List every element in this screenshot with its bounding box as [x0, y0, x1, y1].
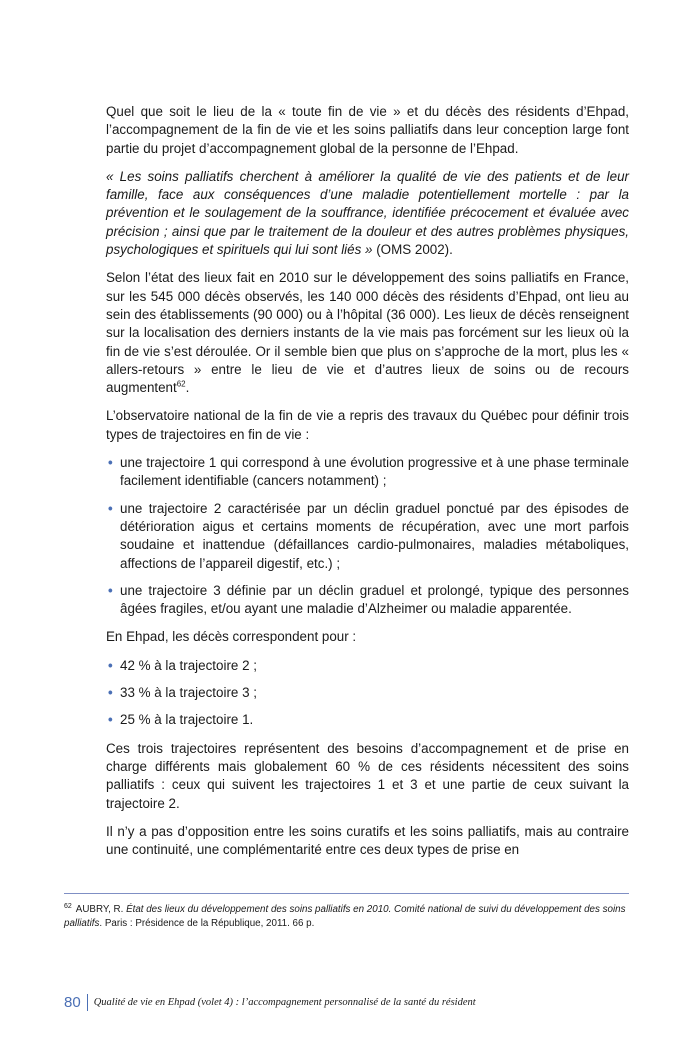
- footnote-publication: . Paris : Présidence de la République, 2011. 66 p.: [99, 918, 315, 929]
- list-item-text: 33 % à la trajectoire 3 ;: [120, 685, 257, 701]
- list-item: [106, 684, 629, 702]
- main-text: [106, 103, 629, 869]
- paragraph-observatory: L’observatoire national de la fin de vie a repris des travaux du Québec pour définir trois types de trajectoires en fin de vie :: [106, 408, 629, 442]
- page-number: 80: [64, 994, 88, 1011]
- running-title: Qualité de vie en Ehpad (volet 4) : l’accompagnement personnalisé de la santé du résident: [93, 996, 476, 1008]
- footnote: [64, 903, 634, 931]
- page-footer: [64, 992, 476, 1012]
- list-item: [106, 657, 629, 675]
- footnote-reference[interactable]: 62: [176, 379, 186, 389]
- list-item-text: 25 % à la trajectoire 1.: [120, 712, 254, 728]
- list-item-text: une trajectoire 1 qui correspond à une évolution progressive et à une phase terminale facilement identifiable (cancers notamment) ;: [120, 455, 629, 489]
- list-item-text: une trajectoire 3 définie par un déclin graduel et prolongé, typique des personnes âgées fragiles, et/ou ayant une maladie d’Alzheimer ou maladie apparentée.: [120, 582, 629, 617]
- bullet-icon: •: [108, 455, 113, 471]
- list-item-text: une trajectoire 2 caractérisée par un déclin graduel ponctué par des épisodes de détérioration aigus et certains moments de récupération, avec une mort parfois soudaine et inattendue (défaillances cardio-pulmonaires, maladies métaboliques, affections de l’appareil digestif, etc.) ;: [120, 500, 629, 571]
- who-definition-quote: « Les soins palliatifs cherchent à améliorer la qualité de vie des patients et de leur famille, face aux conséquences d’une maladie potentiellement mortelle : par la prévention et le soulagement de la souffrance, identifiée précocement et évaluée avec précision ; ainsi que par le traitement de la douleur et des autres problèmes physiques, psychologiques et spirituels qui lui sont liés »: [106, 168, 629, 258]
- bullet-icon: •: [108, 582, 113, 598]
- list-item: [106, 500, 629, 573]
- quote-source: (OMS 2002).: [372, 242, 453, 258]
- paragraph-needs: Ces trois trajectoires représentent des besoins d’accompagnement et de prise en charge différents mais globalement 60 % de ces résidents nécessitent des soins palliatifs : ceux qui suivent les trajectoires 1 et 3 et une partie de ceux suivant la trajectoire 2.: [106, 740, 629, 811]
- paragraph-who-quote: [106, 168, 629, 259]
- trajectory-list: [106, 454, 629, 618]
- footnote-title: État des lieux du développement des soins palliatifs en 2010. Comité national de suivi du développement des soins palliatifs: [64, 904, 626, 929]
- list-item-text: 42 % à la trajectoire 2 ;: [120, 657, 257, 673]
- bullet-icon: •: [108, 685, 113, 701]
- bullet-icon: •: [108, 712, 113, 728]
- paragraph-intro: Quel que soit le lieu de la « toute fin de vie » et du décès des résidents d’Ehpad, l’accompagnement de la fin de vie et les soins palliatifs dans leur conception large font partie du projet d’accompagnement global de la personne de l’Ehpad.: [106, 104, 629, 156]
- footnote-author: AUBRY, R.: [75, 904, 127, 915]
- list-item: [106, 711, 629, 729]
- paragraph-state-of-play: [106, 269, 629, 397]
- bullet-icon: •: [108, 657, 113, 673]
- list-item: [106, 454, 629, 491]
- bullet-icon: •: [108, 500, 113, 516]
- state-of-play-end: .: [185, 380, 190, 396]
- footnote-divider: [64, 893, 629, 894]
- percentage-list: [106, 657, 629, 730]
- footnote-number: 62: [64, 902, 72, 910]
- paragraph-ehpad-deaths: En Ehpad, les décès correspondent pour :: [106, 629, 357, 645]
- paragraph-continuity: Il n’y a pas d’opposition entre les soins curatifs et les soins palliatifs, mais au contraire une continuité, une complémentarité entre ces deux types de prise en: [106, 823, 629, 858]
- state-of-play-text: Selon l’état des lieux fait en 2010 sur le développement des soins palliatifs en France, sur les 545 000 décès observés, les 140 000 décès des résidents d’Ehpad, ont lieu au sein des établissements (90 000) ou à l’hôpital (36 000). Les lieux de décès renseignent sur la localisation des derniers instants de la vie mais pas forcément sur les lieux où la fin de vie s’est déroulée. Or il semble bien que plus on s’approche de la mort, plus les « allers-retours » entre le lieu de vie et d’autres lieux de soins ou de recours augmentent: [106, 270, 629, 396]
- list-item: [106, 582, 629, 619]
